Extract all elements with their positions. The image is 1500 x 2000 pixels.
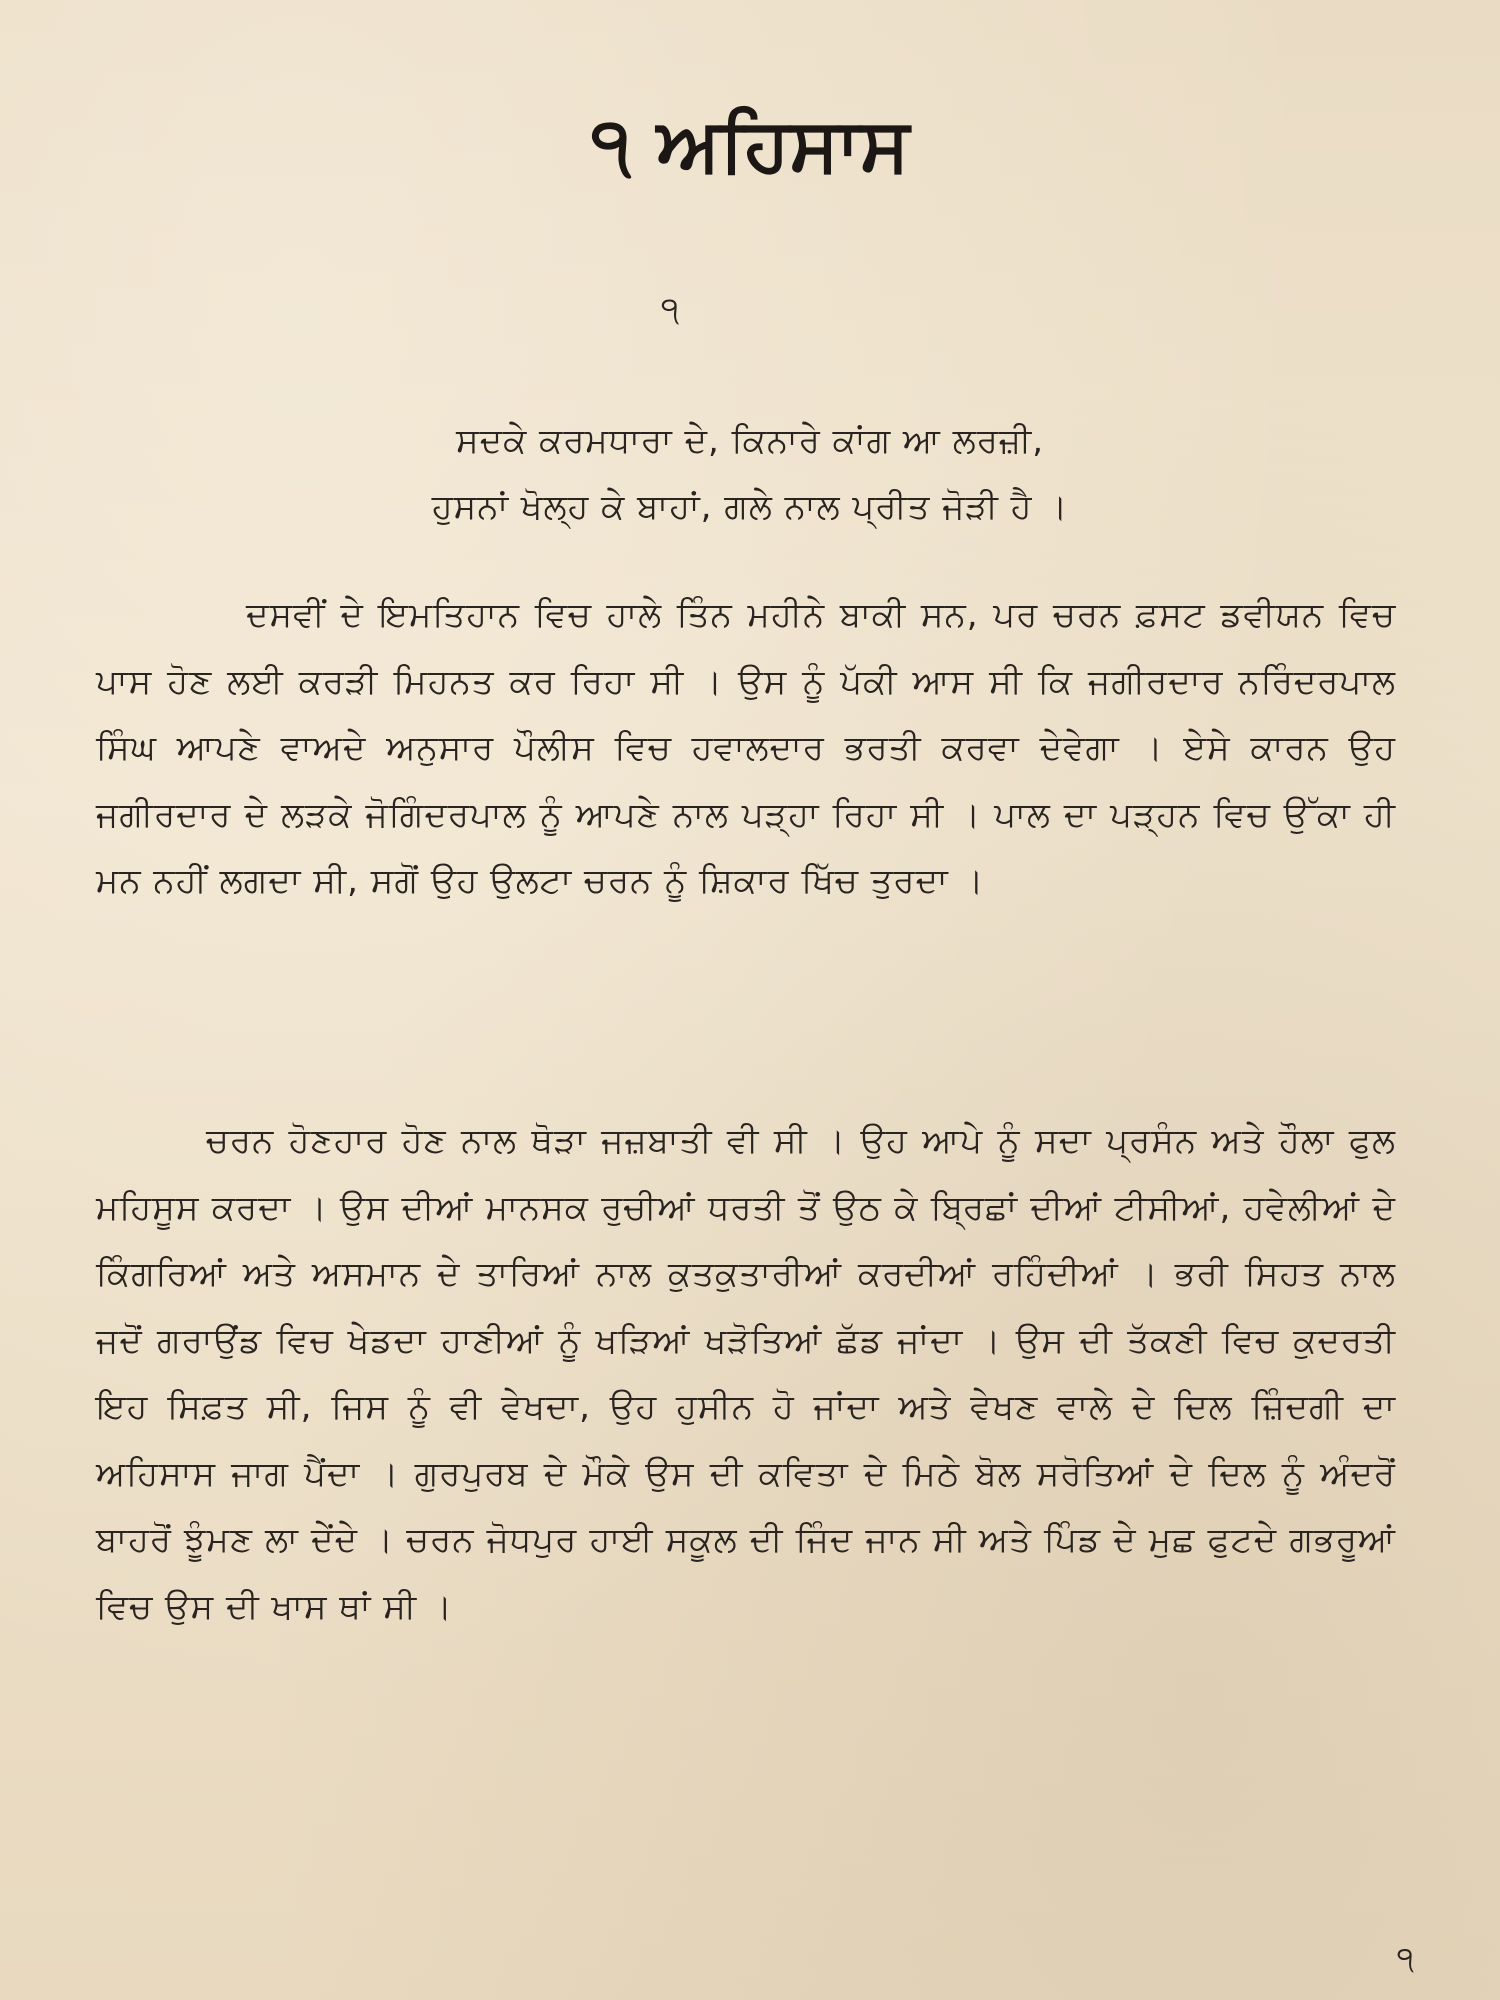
body-paragraph: ਦਸਵੀਂ ਦੇ ਇਮਤਿਹਾਨ ਵਿਚ ਹਾਲੇ ਤਿੰਨ ਮਹੀਨੇ ਬਾਕੀ ਸਨ, ਪਰ ਚਰਨ ਫ਼ਸਟ ਡਵੀਯਨ ਵਿਚ ਪਾਸ ਹੋਣ ਲਈ ਕਰੜੀ ਮਿਹਨਤ ਕਰ ਰਿਹਾ ਸੀ । ਉਸ ਨੂੰ ਪੱਕੀ ਆਸ ਸੀ ਕਿ ਜਗੀਰਦਾਰ ਨਰਿੰਦਰਪਾਲ ਸਿੰਘ ਆਪਣੇ ਵਾਅਦੇ ਅਨੁਸਾਰ ਪੌਲੀਸ ਵਿਚ ਹਵਾਲਦਾਰ ਭਰਤੀ ਕਰਵਾ ਦੇਵੇਗਾ । ਏਸੇ ਕਾਰਨ ਉਹ ਜਗੀਰਦਾਰ ਦੇ ਲੜਕੇ ਜੋਗਿੰਦਰਪਾਲ ਨੂੰ ਆਪਣੇ ਨਾਲ ਪੜ੍ਹਾ ਰਿਹਾ ਸੀ । ਪਾਲ ਦਾ ਪੜ੍ਹਨ ਵਿਚ ਉੱਕਾ ਹੀ ਮਨ ਨਹੀਂ ਲਗਦਾ ਸੀ, ਸਗੋਂ ਉਹ ਉਲਟਾ ਚਰਨ ਨੂੰ ਸ਼ਿਕਾਰ ਖਿੱਚ ਤੁਰਦਾ । (96, 595, 1396, 901)
body-paragraph: ਚਰਨ ਹੋਣਹਾਰ ਹੋਣ ਨਾਲ ਥੋੜਾ ਜਜ਼ਬਾਤੀ ਵੀ ਸੀ । ਉਹ ਆਪੇ ਨੂੰ ਸਦਾ ਪ੍ਰਸੰਨ ਅਤੇ ਹੌਲਾ ਫੁਲ ਮਹਿਸੂਸ ਕਰਦਾ । ਉਸ ਦੀਆਂ ਮਾਨਸਕ ਰੁਚੀਆਂ ਧਰਤੀ ਤੋਂ ਉਠ ਕੇ ਬ੍ਰਿਛਾਂ ਦੀਆਂ ਟੀਸੀਆਂ, ਹਵੇਲੀਆਂ ਦੇ ਕਿੰਗਰਿਆਂ ਅਤੇ ਅਸਮਾਨ ਦੇ ਤਾਰਿਆਂ ਨਾਲ ਕੁਤਕੁਤਾਰੀਆਂ ਕਰਦੀਆਂ ਰਹਿੰਦੀਆਂ । ਭਰੀ ਸਿਹਤ ਨਾਲ ਜਦੋਂ ਗਰਾਉਂਡ ਵਿਚ ਖੇਡਦਾ ਹਾਣੀਆਂ ਨੂੰ ਖੜਿਆਂ ਖੜੋਤਿਆਂ ਛੱਡ ਜਾਂਦਾ । ਉਸ ਦੀ ਤੱਕਣੀ ਵਿਚ ਕੁਦਰਤੀ ਇਹ ਸਿਫ਼ਤ ਸੀ, ਜਿਸ ਨੂੰ ਵੀ ਵੇਖਦਾ, ਉਹ ਹੁਸੀਨ ਹੋ ਜਾਂਦਾ ਅਤੇ ਵੇਖਣ ਵਾਲੇ ਦੇ ਦਿਲ ਜ਼ਿੰਦਗੀ ਦਾ ਅਹਿਸਾਸ ਜਾਗ ਪੈਂਦਾ । ਗੁਰਪੁਰਬ ਦੇ ਮੌਕੇ ਉਸ ਦੀ ਕਵਿਤਾ ਦੇ ਮਿਠੇ ਬੋਲ ਸਰੋਤਿਆਂ ਦੇ ਦਿਲ ਨੂੰ ਅੰਦਰੋਂ ਬਾਹਰੋਂ ਝੂੰਮਣ ਲਾ ਦੇਂਦੇ । ਚਰਨ ਜੋਧਪੁਰ ਹਾਈ ਸਕੂਲ ਦੀ ਜਿੰਦ ਜਾਨ ਸੀ ਅਤੇ ਪਿੰਡ ਦੇ ਮੁਛ ਫੁਟਦੇ ਗਭਰੂਆਂ ਵਿਚ ਉਸ ਦੀ ਖਾਸ ਥਾਂ ਸੀ । (96, 1121, 1396, 1627)
poem-line: ਹੁਸਨਾਂ ਖੋਲ੍ਹ ਕੇ ਬਾਹਾਂ, ਗਲੇ ਨਾਲ ਪ੍ਰੀਤ ਜੋੜੀ ਹੈ । (431, 487, 1069, 527)
epigraph-poem (0, 408, 1500, 540)
section-number: ੧ (660, 290, 680, 330)
poem-line: ਸਦਕੇ ਕਰਮਧਾਰਾ ਦੇ, ਕਿਨਾਰੇ ਕਾਂਗ ਆ ਲਰਜ਼ੀ, (455, 421, 1045, 461)
chapter-title: ੧ ਅਹਿਸਾਸ (590, 102, 910, 188)
page-number: ੧ (1396, 1939, 1414, 1977)
